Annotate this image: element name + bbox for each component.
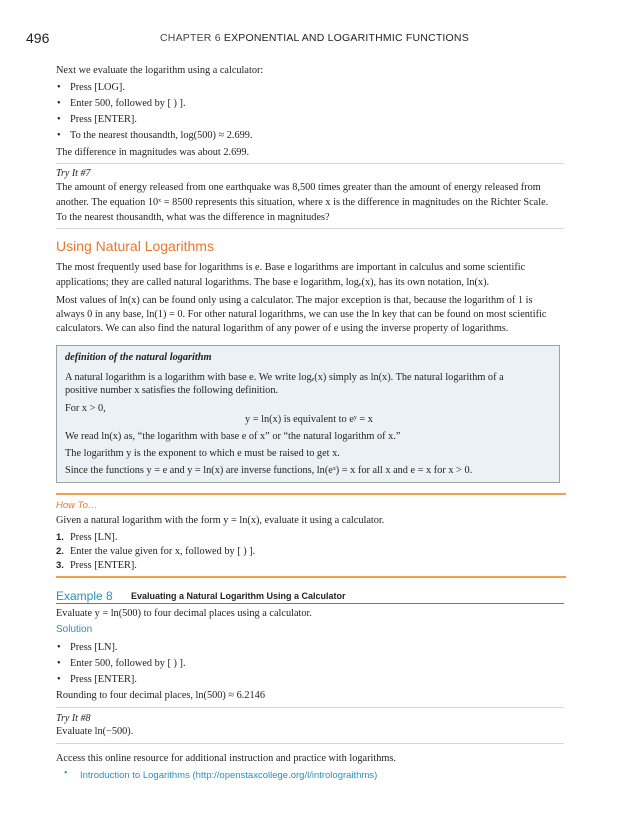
divider — [56, 743, 564, 744]
page-number: 496 — [26, 30, 50, 46]
intro-conclusion: The difference in magnitudes was about 2.699. — [56, 147, 250, 158]
solution-step: • Press [LN]. — [70, 640, 117, 655]
section-paragraph: The most frequently used base for logarithms is e. Base e logarithms are important in calculus and some scientific — [56, 262, 526, 273]
example-rule — [56, 603, 564, 604]
example-title: Evaluating a Natural Logarithm Using a Calculator — [131, 591, 346, 601]
solution-step: • Enter 500, followed by [ ) ]. — [70, 656, 186, 671]
resource-link[interactable]: Introduction to Logarithms (http://openstaxcollege.org/l/introlograithms) — [80, 770, 378, 781]
section-paragraph: Most values of ln(x) can be found only using a calculator. The major exception is that, because the logarithm of 1 is — [56, 295, 533, 306]
step-number: 3. — [56, 560, 64, 571]
definition-title: definition of the natural logarithm — [65, 352, 212, 363]
howto-top-bar — [56, 493, 566, 495]
howto-question: Given a natural logarithm with the form y = ln(x), evaluate it using a calculator. — [56, 515, 385, 526]
definition-line: We read ln(x) as, “the logarithm with base e of x” or “the natural logarithm of x.” — [65, 431, 401, 442]
section-paragraph: always 0 in any base, ln(1) = 0. For other natural logarithms, we can use the ln key that can be found on most scientific — [56, 309, 547, 320]
solution-label: Solution — [56, 624, 93, 635]
try-it-7-text: another. The equation 10ˣ = 8500 represents this situation, where x is the difference in magnitudes on the Richter Scale. — [56, 197, 549, 208]
definition-line: A natural logarithm is a logarithm with base e. We write logₑ(x) simply as ln(x). The natural logarithm of a — [65, 372, 504, 383]
intro-step: • Enter 500, followed by [ ) ]. — [70, 96, 186, 111]
step-number: 2. — [56, 546, 64, 557]
intro-step: • Press [ENTER]. — [70, 112, 137, 127]
divider — [56, 707, 564, 708]
divider — [56, 228, 564, 229]
howto-step — [56, 530, 117, 545]
definition-line: positive number x satisfies the following definition. — [65, 385, 279, 396]
try-it-8-text: Evaluate ln(−500). — [56, 726, 134, 737]
solution-step: • Press [ENTER]. — [70, 672, 137, 687]
solution-result: Rounding to four decimal places, ln(500) ≈ 6.2146 — [56, 690, 265, 701]
howto-step — [56, 558, 137, 573]
example-prompt: Evaluate y = ln(500) to four decimal places using a calculator. — [56, 608, 312, 619]
definition-line: The logarithm y is the exponent to which e must be raised to get x. — [65, 448, 340, 459]
intro-step: • Press [LOG]. — [70, 80, 125, 95]
try-it-8-label: Try It #8 — [56, 713, 91, 724]
chapter-number: CHAPTER 6 — [160, 32, 221, 44]
running-header — [160, 32, 469, 44]
bullet-icon: • — [64, 768, 68, 779]
howto-bottom-bar — [56, 576, 566, 578]
divider — [56, 163, 564, 164]
step-text: Enter the value given for x, followed by [ ) ]. — [69, 546, 256, 557]
step-text: Press [LN]. — [69, 532, 118, 543]
try-it-7-text: The amount of energy released from one earthquake was 8,500 times greater than the amount of energy released from — [56, 182, 541, 193]
section-heading: Using Natural Logarithms — [56, 238, 214, 254]
howto-label: How To… — [56, 500, 98, 511]
howto-step — [56, 544, 255, 559]
definition-box — [56, 345, 560, 483]
intro-step: • To the nearest thousandth, log(500) ≈ 2.699. — [70, 128, 253, 143]
section-paragraph: applications; they are called natural logarithms. The base e logarithm, logₑ(x), has its own notation, ln(x). — [56, 277, 490, 288]
definition-line: Since the functions y = e and y = ln(x) are inverse functions, ln(eˣ) = x for all x and e = x for x > 0. — [65, 465, 473, 476]
try-it-7-text: To the nearest thousandth, what was the difference in magnitudes? — [56, 212, 330, 223]
example-label: Example 8 — [56, 589, 113, 603]
step-text: Press [ENTER]. — [69, 560, 137, 571]
intro-line: Next we evaluate the logarithm using a calculator: — [56, 65, 264, 76]
chapter-title: EXPONENTIAL AND LOGARITHMIC FUNCTIONS — [223, 32, 469, 44]
definition-line: For x > 0, — [65, 403, 106, 414]
resource-text: Access this online resource for additional instruction and practice with logarithms. — [56, 753, 396, 764]
section-paragraph: calculators. We can also find the natural logarithm of any power of e using the inverse property of logarithms. — [56, 323, 509, 334]
step-number: 1. — [56, 532, 64, 543]
try-it-7-label: Try It #7 — [56, 168, 91, 179]
definition-equation: y = ln(x) is equivalent to eʸ = x — [245, 414, 373, 425]
